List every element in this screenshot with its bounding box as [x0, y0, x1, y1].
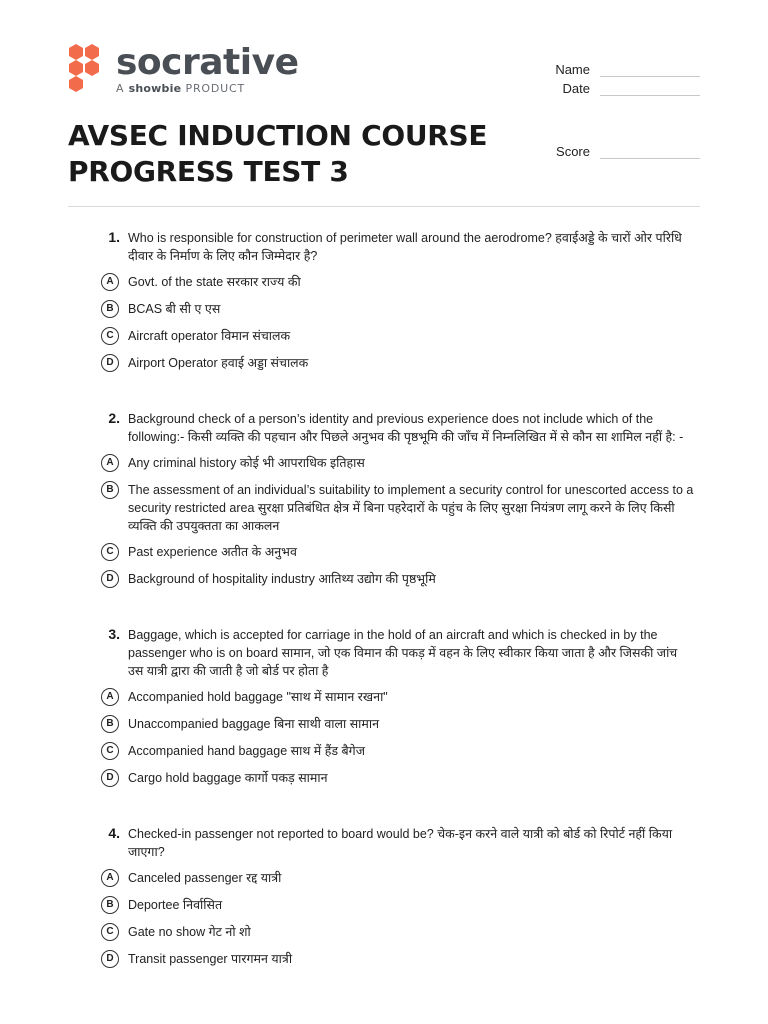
option-letter[interactable]: C — [101, 923, 119, 941]
question-text: Who is responsible for construction of perimeter wall around the aerodrome? हवाईअड्डे के चारों ओर परिधि दीवार के निर्माण के लिए कौन जिम्मेदार है? — [128, 231, 682, 263]
name-row — [500, 62, 700, 80]
question-number: 3. — [108, 626, 120, 642]
option-text: Govt. of the state सरकार राज्य की — [128, 275, 301, 289]
date-field[interactable] — [600, 95, 700, 96]
option-text: Unaccompanied baggage बिना साथी वाला सामान — [128, 717, 380, 731]
option-letter[interactable]: D — [101, 354, 119, 372]
option-letter[interactable]: A — [101, 454, 119, 472]
student-info — [500, 62, 700, 172]
question-number: 4. — [108, 825, 120, 841]
page-title — [68, 118, 508, 190]
option-text: Gate no show गेट नो शो — [128, 925, 251, 939]
option-letter[interactable]: A — [101, 273, 119, 291]
option-text: The assessment of an individual’s suitability to implement a security control for unescorted access to a security restricted area सुरक्षा प्रतिबंधित क्षेत्र में बिना पहरेदारों के पहुंच के लिए सुरक्षा नियंत्रण लागू करने के लिए किसी व्यक्ति की उपयुक्तता का आकलन — [128, 483, 694, 533]
option-text: Airport Operator हवाई अड्डा संचालक — [128, 356, 309, 370]
header-divider — [68, 206, 700, 207]
title-line-2: PROGRESS TEST 3 — [68, 155, 349, 188]
option-text: Background of hospitality industry आतिथ्य उद्योग की पृष्ठभूमि — [128, 572, 436, 586]
option-letter[interactable]: C — [101, 543, 119, 561]
option-text: Transit passenger पारगमन यात्री — [128, 952, 293, 966]
option-letter[interactable]: A — [101, 869, 119, 887]
option-letter[interactable]: D — [101, 950, 119, 968]
question-text: Baggage, which is accepted for carriage in the hold of an aircraft and which is checked in by the passenger who is on board सामान, जो एक विमान की पकड़ में वहन के लिए स्वीकार किया जाता है और जिसकी जांच उस यात्री द्वारा की जाती है जो बोर्ड पर होता है — [128, 628, 678, 678]
score-field[interactable] — [600, 158, 700, 159]
date-label: Date — [562, 81, 590, 96]
option-letter[interactable]: B — [101, 300, 119, 318]
option-letter[interactable]: B — [101, 481, 119, 499]
option-text: Accompanied hand baggage साथ में हैंड बैगेज — [128, 744, 365, 758]
tagline-suffix: PRODUCT — [185, 82, 245, 95]
option-text: Accompanied hold baggage "साथ में सामान रखना" — [128, 690, 388, 704]
option-text: Cargo hold baggage कार्गो पकड़ सामान — [128, 771, 328, 785]
name-field[interactable] — [600, 76, 700, 77]
date-row — [500, 81, 700, 99]
score-label: Score — [556, 144, 590, 159]
title-line-1: AVSEC INDUCTION COURSE — [68, 119, 488, 152]
option-letter[interactable]: B — [101, 715, 119, 733]
option-text: Aircraft operator विमान संचालक — [128, 329, 291, 343]
question-number: 1. — [108, 229, 120, 245]
option-text: Past experience अतीत के अनुभव — [128, 545, 297, 559]
logo-tagline — [116, 82, 245, 95]
option-letter[interactable]: C — [101, 327, 119, 345]
question-text: Background check of a person’s identity and previous experience does not include which of the following:- किसी व्यक्ति की पहचान और पिछले अनुभव की पृष्ठभूमि की जाँच में निम्नलिखित में से कौन सा शामिल नहीं है: - — [128, 412, 684, 444]
question-text: Checked-in passenger not reported to board would be? चेक-इन करने वाले यात्री को बोर्ड को रिपोर्ट नहीं किया जाएगा? — [128, 827, 673, 859]
socrative-logo — [66, 42, 306, 98]
option-letter[interactable]: B — [101, 896, 119, 914]
option-letter[interactable]: D — [101, 570, 119, 588]
option-letter[interactable]: C — [101, 742, 119, 760]
tagline-prefix: A — [116, 82, 125, 95]
hexagon-logo-icon — [66, 42, 106, 94]
name-label: Name — [555, 62, 590, 77]
option-text: Deportee निर्वासित — [128, 898, 223, 912]
tagline-brand: showbie — [128, 82, 182, 95]
option-letter[interactable]: A — [101, 688, 119, 706]
option-text: Canceled passenger रद्द यात्री — [128, 871, 282, 885]
score-row — [500, 144, 700, 162]
option-text: Any criminal history कोई भी आपराधिक इतिहास — [128, 456, 365, 470]
logo-wordmark: socrative — [116, 42, 299, 83]
question-number: 2. — [108, 410, 120, 426]
option-text: BCAS बी सी ए एस — [128, 302, 221, 316]
option-letter[interactable]: D — [101, 769, 119, 787]
